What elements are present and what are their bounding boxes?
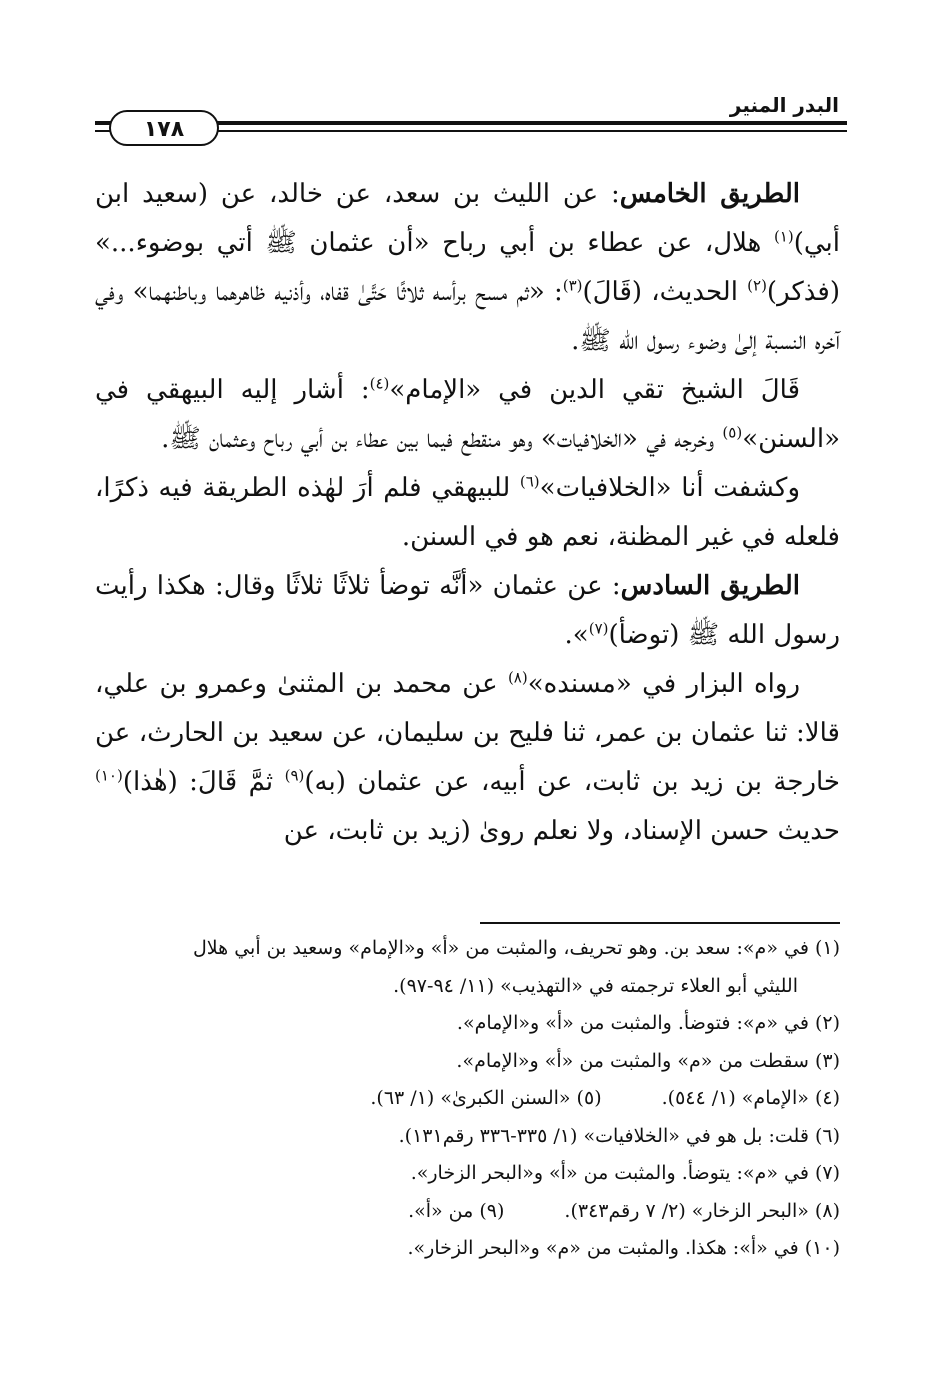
book-title: البدر المنير [729,93,839,117]
page-header [95,88,847,154]
section-heading: الطريق السادس [620,571,801,601]
text-run: ». [564,620,589,650]
footnote-2: (٢) في «م»: فتوضأ. والمثبت من «أ» و«الإمام». [456,1012,840,1034]
paragraph-bazzar [95,660,840,856]
text-run: عن محمد بن المثنىٰ وعمرو بن علي، قالا: ثنا عثمان بن عمر، ثنا فليح بن سليمان، عن سعيد بن الحارث، عن خارجة بن زيد بن ثابت، عن أبيه، عن عثمان (به) [95,669,840,797]
text-run: للبيهقي فلم أرَ لهٰذه الطريقة فيه ذكرًا، فلعله في غير المظنة، نعم هو في السنن. [95,473,840,552]
footnote-1-continued: الليثي أبو العلاء ترجمته في «التهذيب» (١١/ ٩٤-٩٧). [393,974,798,997]
footnote-10: (١٠) في «أ»: هكذا. والمثبت من «م» و«البحر الزخار». [407,1237,840,1259]
footnote-ref: (٢) [747,276,767,295]
footnote-5: (٥) «السنن الكبرىٰ» (١/ ٦٣). [370,1087,602,1109]
text-run: هلال، عن عطاء بن أبي رباح «أن عثمان ﷺ أتي بوضوء...» (فذكر) [95,228,841,307]
text-run: وكشفت أنا «الخلافيات» [539,473,800,503]
text-run: الحديث، (قَالَ) [582,277,748,307]
text-run: قَالَ الشيخ تقي الدين في «الإمام» [389,375,800,405]
footnote-ref: (٩) [284,766,305,785]
page-number: ١٧٨ [109,110,219,146]
text-run: : أشار إليه البيهقي في «السنن» [95,375,840,454]
footnote-ref: (٦) [519,472,540,491]
paragraph-sheikh-comment [95,366,840,464]
footnote-ref: (١٠) [95,766,123,785]
footnote-4: (٤) «الإمام» (١/ ٥٤٤). [661,1087,840,1109]
footnote-6: (٦) قلت: بل هو في «الخلافيات» (١/ ٣٣٥-٣٣٦ رقم١٣١). [398,1124,840,1147]
footnote-9: (٩) من «أ». [408,1199,505,1222]
footnote-ref: (٤) [369,374,390,393]
footnote-ref: (٨) [507,668,528,687]
footnotes [95,930,840,1268]
main-text [95,170,840,856]
text-run: : عن عثمان «أنَّه توضأ ثلاثًا ثلاثًا وقال: هكذا رأيت رسول الله ﷺ (توضأ) [95,571,840,650]
footnote-ref: (٥) [722,423,743,442]
paragraph-author-note [95,464,840,562]
footnote-ref: (٣) [562,276,583,295]
text-run: : عن الليث بن سعد، عن خالد، عن (سعيد ابن أبي) [95,179,840,258]
footnote-3: (٣) سقطت من «م» والمثبت من «أ» و«الإمام». [456,1049,840,1072]
text-run: حديث حسن الإسناد، ولا نعلم روىٰ (زيد بن ثابت، عن [283,816,840,846]
paragraph-sixth-route [95,562,840,660]
text-run: : «ثم مسح برأسه ثلاثًا حَتَّىٰ قفاه، وأذنيه ظاهرهما وباطنهما» وفي آخره النسبة إلىٰ وضوء رسول الله ﷺ. [95,277,840,356]
footnote-ref: (٧) [588,619,609,638]
paragraph-fifth-route [95,170,840,366]
footnote-row-8-9 [95,1193,840,1231]
footnote-row-4-5 [95,1080,840,1118]
section-heading: الطريق الخامس [619,179,801,209]
text-run: وخرجه في «الخلافيات» وهو منقطع فيما بين عطاء بن أبي رباح وعثمان ﷺ. [161,424,723,454]
footnote-8: (٨) «البحر الزخار» (٢/ ٧ رقم٣٤٣). [564,1199,840,1222]
footnote-1: (١) في «م»: سعد بن. وهو تحريف، والمثبت من «أ» و«الإمام» وسعيد بن أبي هلال [193,937,840,959]
footnote-7: (٧) في «م»: يتوضأ. والمثبت من «أ» و«البحر الزخار». [410,1162,840,1184]
text-run: رواه البزار في «مسنده» [527,669,800,699]
footnote-ref: (١) [773,227,794,246]
text-run: ثمَّ قَالَ: (هٰذا) [122,767,285,797]
footnote-separator [480,922,840,924]
